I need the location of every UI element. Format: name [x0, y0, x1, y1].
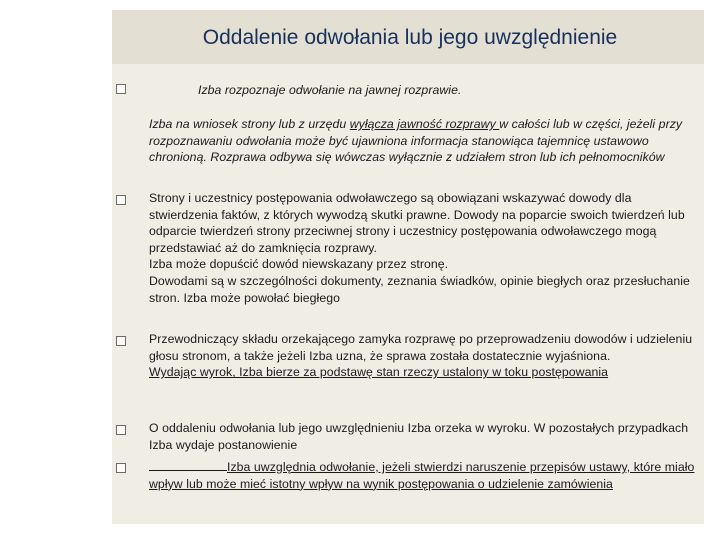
paragraph-judgment: O oddaleniu odwołania lub jego uwzględnieniu Izba orzeka w wyroku. W pozostałych przypadkach Izba wydaje postanowienie [149, 421, 689, 452]
bullet-icon [116, 336, 126, 346]
underlined-phrase: wyłącza jawność rozprawy [349, 117, 500, 131]
paragraph-closed-hearing: Izba na wniosek strony lub z urzędu wyłącza jawność rozprawy w całości lub w części, jeżeli przy rozpoznawaniu odwołania może być ujawniona informacja stanowiąca tajemnicę ustawowo chronioną. Rozprawa odbywa się wówczas wyłącznie z udziałem stron lub ich pełnomocników [149, 117, 683, 165]
paragraph-upholding-appeal: Izba uwzględnia odwołanie, jeżeli stwierdzi naruszenie przepisów ustawy, które miało wpływ lub może mieć istotny wpływ na wynik postępowania o udzielenie zamówienia [149, 460, 695, 491]
paragraph-evidence: Strony i uczestnicy postępowania odwoławczego są obowiązani wskazywać dowody dla stwierdzenia faktów, z których wywodzą skutki prawne. Dowody na poparcie swoich twierdzeń lub odparcie twierdzeń strony przeciwnej strony i uczestnicy postępowania odwoławczego mogą przedstawiać aż do zamknięcia rozprawy. Izba może dopuścić dowód niewskazany przez stronę. Dowodami są w szczególności dokumenty, zeznania świadków, opinie biegłych oraz przesłuchanie stron. Izba może powołać biegłego [149, 191, 690, 305]
bullet-icon [116, 463, 126, 473]
paragraph-public-hearing: Izba rozpoznaje odwołanie na jawnej rozprawie. [198, 83, 462, 97]
paragraph-closing-hearing: Przewodniczący składu orzekającego zamyka rozprawę po przeprowadzeniu dowodów i udzieleniu głosu stronom, a także jeżeli Izba uzna, że sprawa została dostatecznie wyjaśniona. Wydając wyrok, Izba bierze za podstawę stan rzeczy ustalony w toku postępowania [149, 332, 693, 380]
slide-title: Oddalenie odwołania lub jego uwzględnienie [202, 26, 618, 49]
bullet-icon [116, 84, 126, 94]
bullet-icon [116, 425, 126, 435]
bullet-icon [116, 195, 126, 205]
